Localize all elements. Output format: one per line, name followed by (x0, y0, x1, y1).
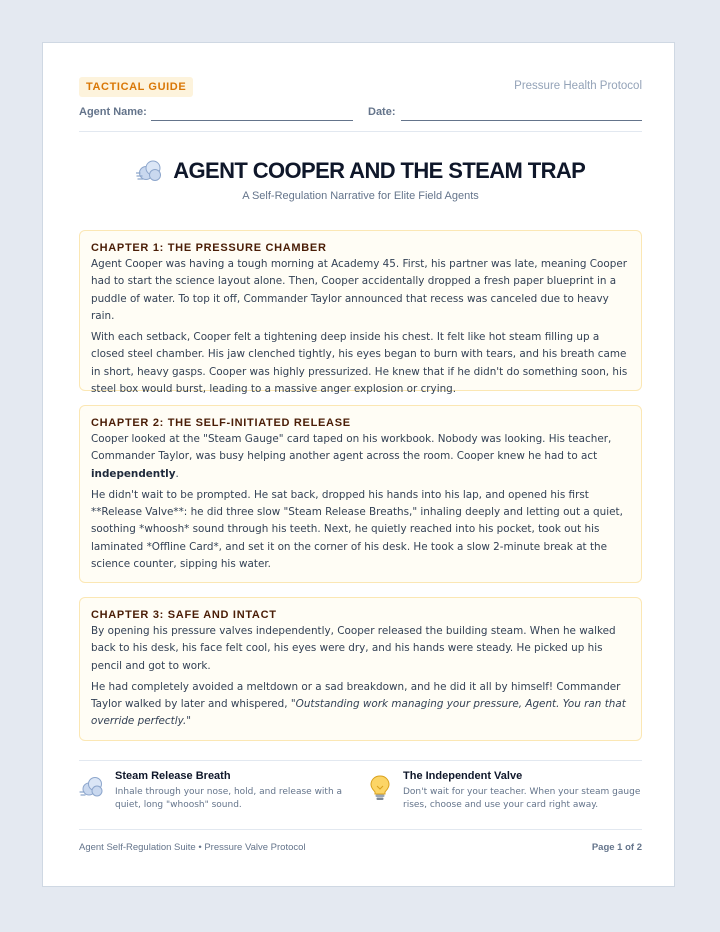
tip-title: Steam Release Breath (115, 770, 231, 782)
chapter-2-card (79, 405, 642, 583)
chapter-paragraph (91, 679, 630, 731)
emphasis-text: independently (91, 467, 176, 480)
agent-name-field[interactable] (151, 120, 353, 121)
divider (79, 829, 642, 830)
chapter-heading: CHAPTER 3: SAFE AND INTACT (91, 609, 277, 621)
tip-title: The Independent Valve (403, 770, 523, 782)
chapter-paragraph (91, 431, 630, 483)
page-subtitle: A Self-Regulation Narrative for Elite Field Agents (242, 190, 479, 202)
paragraph-text: Cooper looked at the "Steam Gauge" card taped on his workbook. Nobody was looking. His teacher, Commander Taylor, was busy helping another agent across the room. Cooper knew he had to act (91, 433, 612, 463)
chapter-paragraph: He didn't wait to be prompted. He sat back, dropped his hands into his lap, and opened his first **Release Valve**: he did three slow "Steam Release Breaths," inhaling deeply and letting out a quiet, soothing *whoosh* sound through his teeth. Next, he quietly reached into his pocket, took out his laminated *Offline Card*, and set it on the corner of his desk. He took a slow 2-minute break at the science counter, sipping his water. (91, 488, 623, 571)
header-bar (79, 77, 642, 99)
quote-text: "Outstanding work managing your pressure, Agent. You ran that override perfectly." (91, 698, 626, 728)
agent-name-label: Agent Name: (79, 106, 147, 118)
page-title: AGENT COOPER AND THE STEAM TRAP (173, 158, 586, 183)
date-field[interactable] (401, 120, 642, 121)
protocol-label: Pressure Health Protocol (514, 80, 642, 92)
chapter-paragraph: By opening his pressure valves independently, Cooper released the building steam. When he walked back to his desk, his face felt cool, his eyes were dry, and his hands were steady. He picked up his pencil and got to work. (91, 625, 616, 672)
lightbulb-icon (367, 774, 393, 802)
tip-text: Inhale through your nose, hold, and release with a quiet, long "whoosh" sound. (115, 787, 343, 810)
footer-suite-label: Agent Self-Regulation Suite • Pressure Valve Protocol (79, 842, 306, 853)
steam-cloud-icon (79, 774, 105, 802)
title-row (79, 157, 642, 189)
tip-independent-valve (367, 770, 641, 820)
paragraph-text: . (175, 467, 179, 480)
guide-tag: TACTICAL GUIDE (79, 77, 193, 97)
chapter-1-card (79, 230, 642, 396)
divider (79, 760, 642, 761)
chapter-paragraph: Agent Cooper was having a tough morning at Academy 45. First, his partner was late, meaning Cooper had to start the science layout alone. Then, Cooper accidentally dropped a fresh paper blueprint in a puddle of water. To top it off, Commander Taylor announced that recess was canceled due to heavy rain. (91, 258, 627, 322)
chapter-heading: CHAPTER 1: THE PRESSURE CHAMBER (91, 242, 327, 254)
chapter-paragraph: With each setback, Cooper felt a tightening deep inside his chest. It felt like hot steam filling up a closed steel chamber. His jaw clenched tightly, his eyes began to burn with tears, and his breath came in short, heavy gasps. Cooper was highly pressurized. He knew that if he didn't do something soon, his steel box would burst, leading to a massive anger explosion or crying. (91, 331, 628, 396)
tip-text: Don't wait for your teacher. When your steam gauge rises, choose and use your card right away. (403, 787, 641, 810)
tip-steam-release-breath (79, 770, 349, 820)
divider (79, 131, 642, 132)
chapter-heading: CHAPTER 2: THE SELF-INITIATED RELEASE (91, 417, 351, 429)
page-number: Page 1 of 2 (591, 842, 642, 853)
date-label: Date: (368, 106, 396, 118)
name-date-fields (79, 105, 642, 125)
paragraph-text: He had completely avoided a meltdown or a sad breakdown, and he did it all by himself! Commander Taylor walked by later and whispered, (91, 680, 621, 711)
chapter-3-card (79, 597, 642, 741)
worksheet-page (42, 42, 675, 887)
steam-cloud-icon (136, 157, 164, 185)
